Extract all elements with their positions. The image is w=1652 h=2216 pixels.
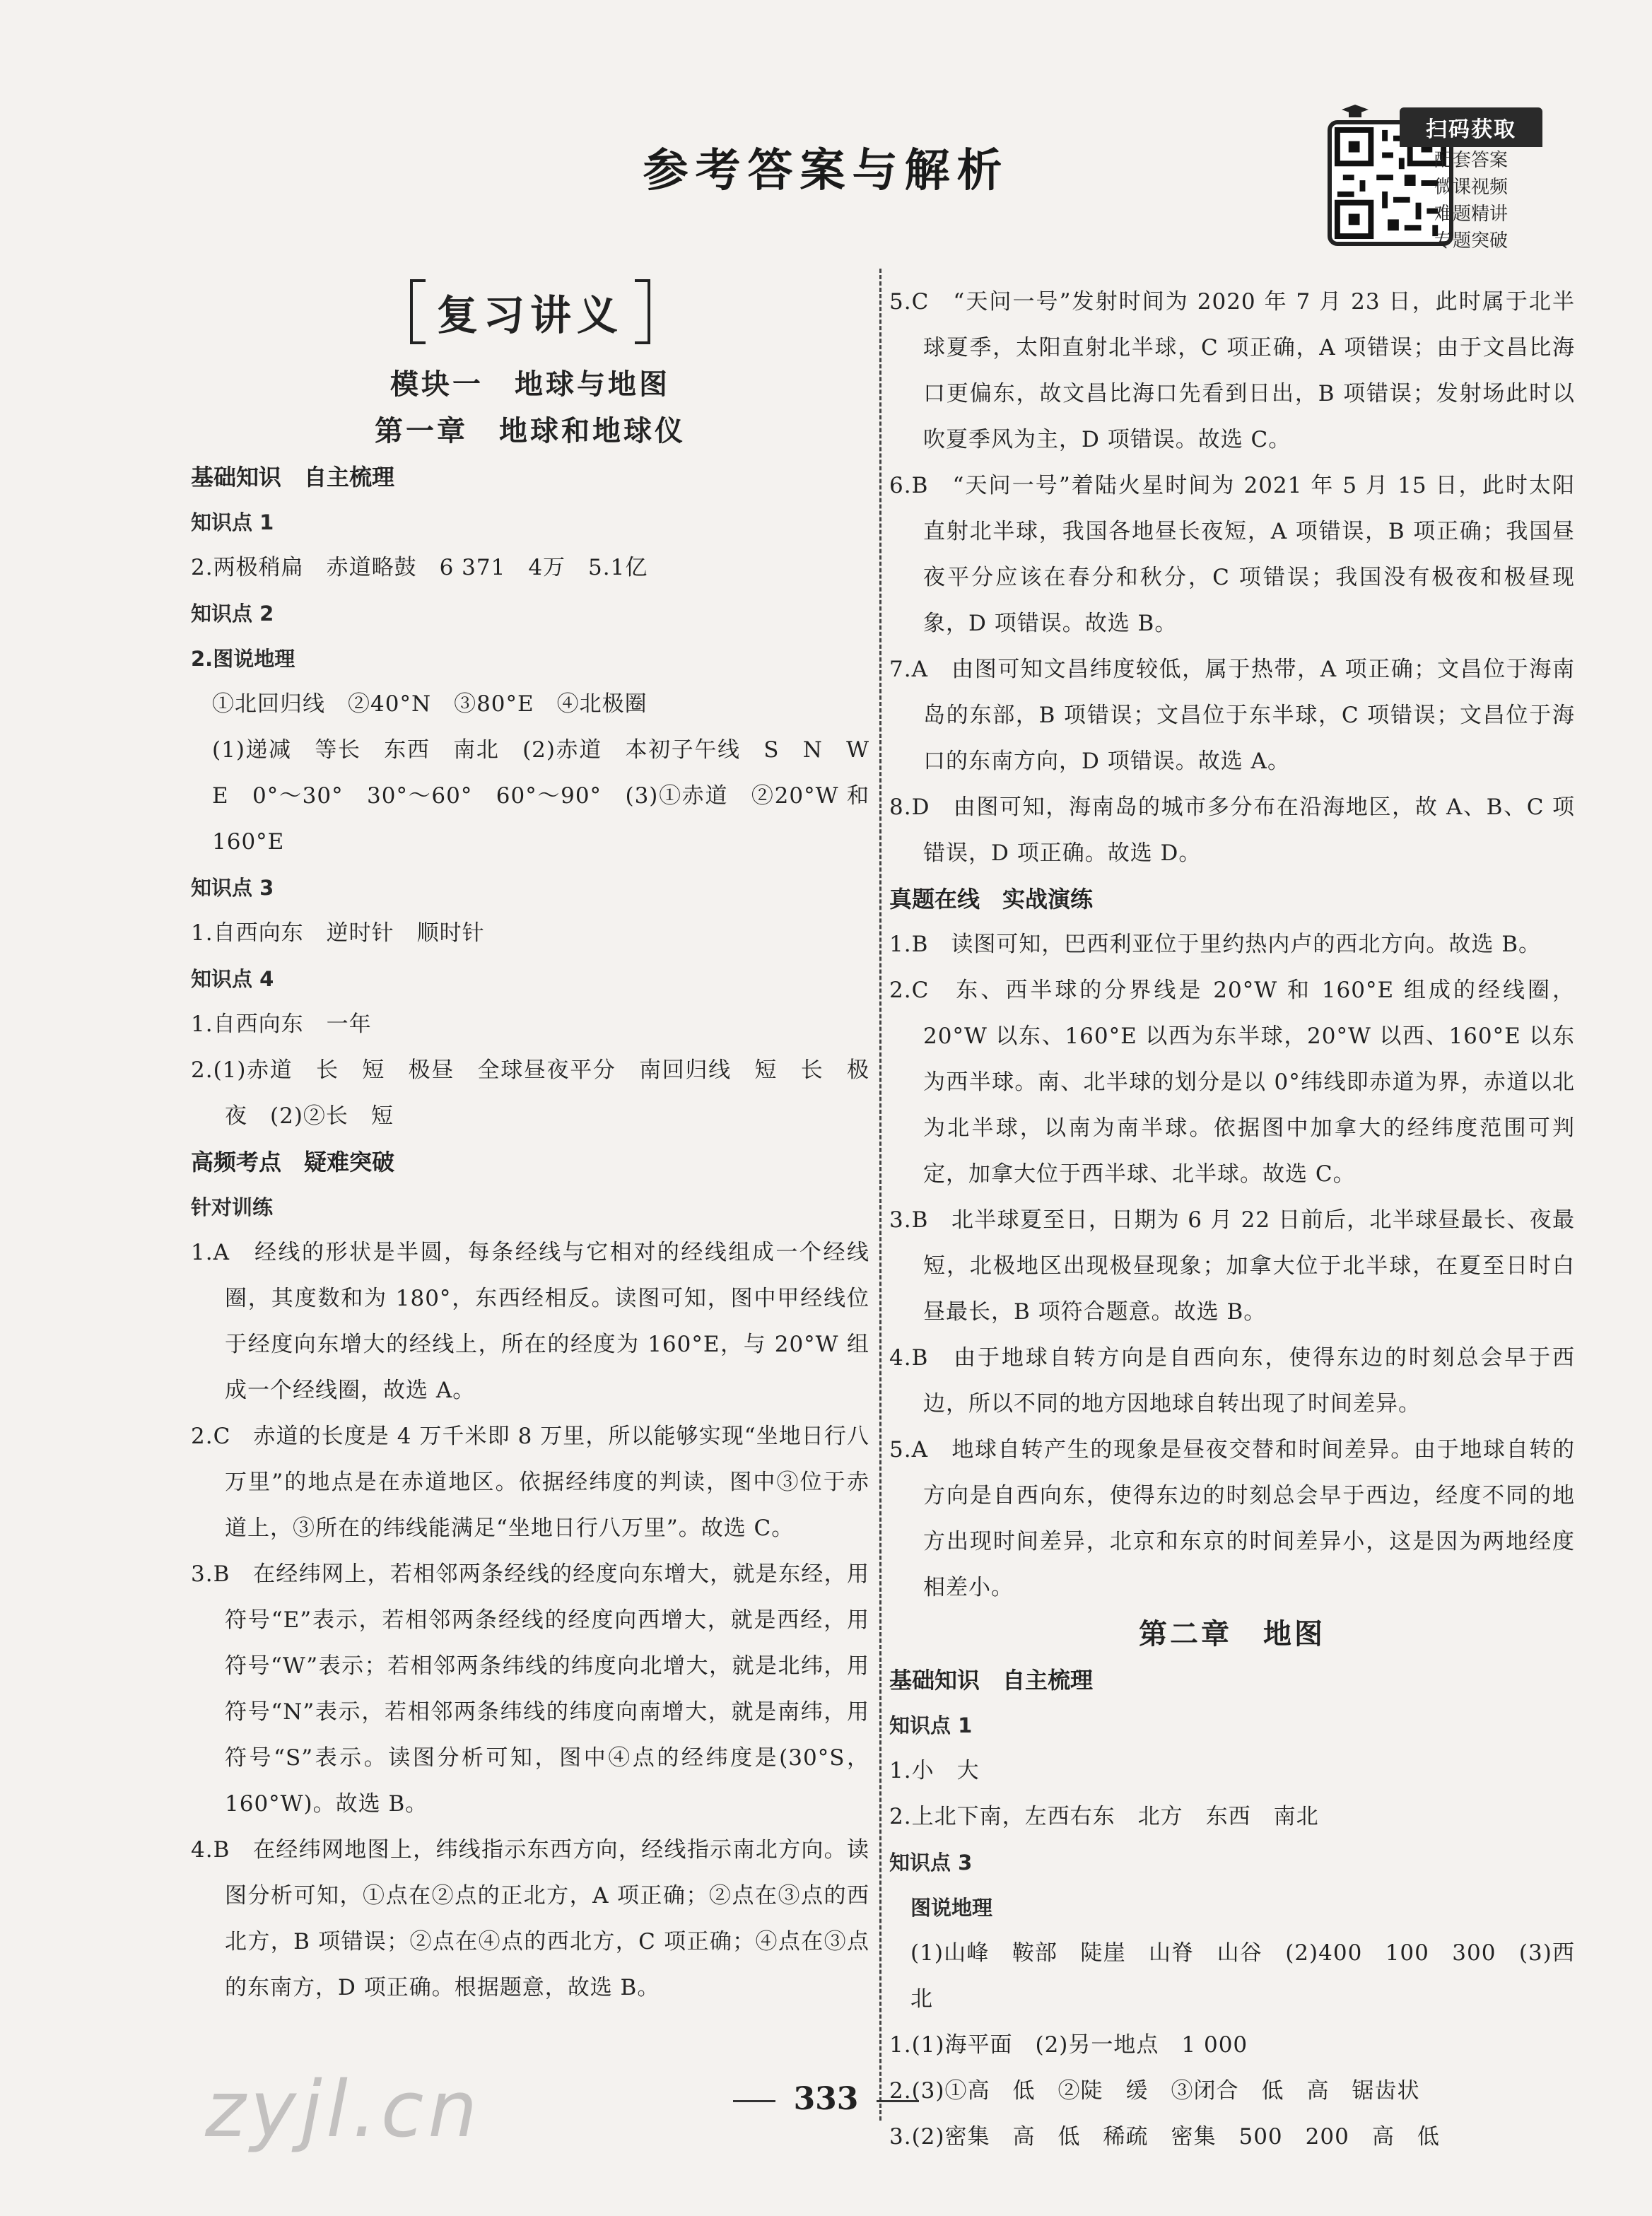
watermark: zyjl.cn xyxy=(205,2064,482,2155)
answer-item: 5.A 地球自转产生的现象是昼夜交替和时间差异。由于地球自转的方向是自西向东，使得东边的时刻总会早于西边，经度不同的地方出现时间差异，北京和东京的时间差异小，这是因为两地经度相差小。 xyxy=(889,1437,1575,1600)
subheading: 针对训练 xyxy=(191,1195,274,1219)
answer-item: 8.D 由图可知，海南岛的城市多分布在沿海地区，故 A、B、C 项错误，D 项正确。故选 D。 xyxy=(889,795,1575,866)
answer-line: 2.上北下南，左西右东 北方 东西 南北 xyxy=(889,1804,1319,1829)
graduation-cap-icon xyxy=(1342,105,1369,120)
answer-item: 6.B “天问一号”着陆火星时间为 2021 年 5 月 15 日，此时太阳直射北半球，我国各地昼长夜短，A 项错误，B 项正确；我国昼夜平分应该在春分和秋分，C 项错误；我国没有极夜和极昼现象，D 项错误。故选 B。 xyxy=(889,473,1575,636)
knowledge-point-label: 知识点 3 xyxy=(191,876,274,900)
answer-item: 5.C “天问一号”发射时间为 2020 年 7 月 23 日，此时属于北半球夏季，太阳直射北半球，C 项正确，A 项错误；由于文昌比海口更偏东，故文昌比海口先看到日出，B 项错误；发射场此时以吹夏季风为主，D 项错误。故选 C。 xyxy=(889,289,1575,452)
qr-line: 配套答案 xyxy=(1434,150,1508,171)
page-number: 333 xyxy=(0,2081,1652,2117)
answer-line: 1.自西向东 逆时针 顺时针 xyxy=(191,920,485,946)
answer-item: 2.C 东、西半球的分界线是 20°W 和 160°E 组成的经线圈，20°W 以东、160°E 以西为东半球，20°W 以西、160°E 以东为西半球。南、北半球的划分是以 0°纬线即赤道为界，赤道以北为北半球，以南为南半球。依据图中加拿大的经纬度范围可判定，加拿大位于西半球、北半球。故选 C。 xyxy=(889,978,1575,1187)
knowledge-point-label: 知识点 1 xyxy=(191,510,274,534)
answer-line: (1)山峰 鞍部 陡崖 山脊 山谷 (2)400 100 300 (3)西北 xyxy=(910,1940,1575,2012)
section-heading: 基础知识 自主梳理 xyxy=(889,1667,1094,1694)
answer-item: 4.B 由于地球自转方向是自西向东，使得东边的时刻总会早于西边，所以不同的地方因地球自转出现了时间差异。 xyxy=(889,1345,1575,1417)
qr-line: 微课视频 xyxy=(1434,177,1508,198)
answer-item: 4.B 在经纬网地图上，纬线指示东西方向，经线指示南北方向。读图分析可知，①点在②点的正北方，A 项正确；②点在③点的西北方，B 项错误；②点在④点的西北方，C 项正确；④点在③点的东南方，D 项正确。根据题意，故选 B。 xyxy=(191,1837,869,2000)
answer-item: 3.B 北半球夏至日，日期为 6 月 22 日前后，北半球昼最长、夜最短，北极地区出现极昼现象；加拿大位于北半球，在夏至日时白昼最长，B 项符合题意。故选 B。 xyxy=(889,1207,1575,1325)
answer-line: 1.(1)海平面 (2)另一地点 1 000 xyxy=(889,2032,1248,2058)
knowledge-point-label: 知识点 2 xyxy=(191,602,274,626)
section-heading: 高频考点 疑难突破 xyxy=(191,1149,395,1176)
qr-line: 难题精讲 xyxy=(1434,204,1508,225)
knowledge-point-label: 知识点 3 xyxy=(889,1851,973,1875)
answer-item: 2.C 赤道的长度是 4 万千米即 8 万里，所以能够实现“坐地日行八万里”的地点是在赤道地区。依据经纬度的判读，图中③位于赤道上，③所在的纬线能满足“坐地日行八万里”。故选 C。 xyxy=(191,1424,869,1541)
answer-line: 1.小 大 xyxy=(889,1758,980,1783)
chapter-title: 第一章 地球和地球仪 xyxy=(375,415,686,447)
knowledge-point-label: 知识点 1 xyxy=(889,1713,973,1737)
subheading: 图说地理 xyxy=(910,1896,993,1920)
page-title: 参考答案与解析 xyxy=(643,145,1009,197)
chapter-title: 第二章 地图 xyxy=(1139,1618,1325,1651)
answer-line: ①北回归线 ②40°N ③80°E ④北极圈 xyxy=(212,691,648,717)
qr-caption xyxy=(1400,107,1542,254)
answer-item: 3.B 在经纬网上，若相邻两条经线的经度向东增大，就是东经，用符号“E”表示，若相邻两条经线的经度向西增大，就是西经，用符号“W”表示；若相邻两条纬线的纬度向北增大，就是北纬，用符号“N”表示，若相邻两条纬线的纬度向南增大，就是南纬，用符号“S”表示。读图分析可知，图中④点的经纬度是(30°S，160°W)。故选 B。 xyxy=(191,1561,869,1817)
left-column xyxy=(191,279,892,2011)
section-heading: 基础知识 自主梳理 xyxy=(191,464,395,491)
subheading: 2.图说地理 xyxy=(191,647,295,671)
knowledge-point-label: 知识点 4 xyxy=(191,967,274,991)
module-title: 模块一 地球与地图 xyxy=(390,368,670,401)
answer-line: 2.(1)赤道 长 短 极昼 全球昼夜平分 南回归线 短 长 极夜 (2)②长 短 xyxy=(191,1057,869,1129)
dash-right xyxy=(877,2100,919,2102)
column-divider xyxy=(879,269,881,2121)
dash-left xyxy=(733,2100,775,2102)
answer-line: 1.自西向东 一年 xyxy=(191,1012,372,1037)
qr-line: 专题突破 xyxy=(1434,230,1508,252)
section-heading: 真题在线 实战演练 xyxy=(889,886,1094,913)
qr-heading: 扫码获取 xyxy=(1400,107,1542,147)
right-column xyxy=(889,279,1575,2160)
answer-item: 1.B 读图可知，巴西利亚位于里约热内卢的西北方向。故选 B。 xyxy=(889,932,1541,957)
answer-line: 2.(3)①高 低 ②陡 缓 ③闭合 低 高 锯齿状 xyxy=(889,2078,1420,2104)
answer-line: 3.(2)密集 高 低 稀疏 密集 500 200 高 低 xyxy=(889,2124,1440,2150)
answer-item: 1.A 经线的形状是半圆，每条经线与它相对的经线组成一个经线圈，其度数和为 180°，东西经相反。读图可知，图中甲经线位于经度向东增大的经线上，所在的经度为 160°E，与 20°W 组成一个经线圈，故选 A。 xyxy=(191,1240,869,1403)
lecture-title: 复习讲义 xyxy=(191,279,869,344)
answer-item: 7.A 由图可知文昌纬度较低，属于热带，A 项正确；文昌位于海南岛的东部，B 项错误；文昌位于东半球，C 项错误；文昌位于海口的东南方向，D 项错误。故选 A。 xyxy=(889,657,1575,774)
answer-line: 2.两极稍扁 赤道略鼓 6 371 4万 5.1亿 xyxy=(191,555,648,580)
answer-line: (1)递减 等长 东西 南北 (2)赤道 本初子午线 S N W E 0°～30° 30°～60° 60°～90° (3)①赤道 ②20°W 和 160°E xyxy=(212,737,892,855)
